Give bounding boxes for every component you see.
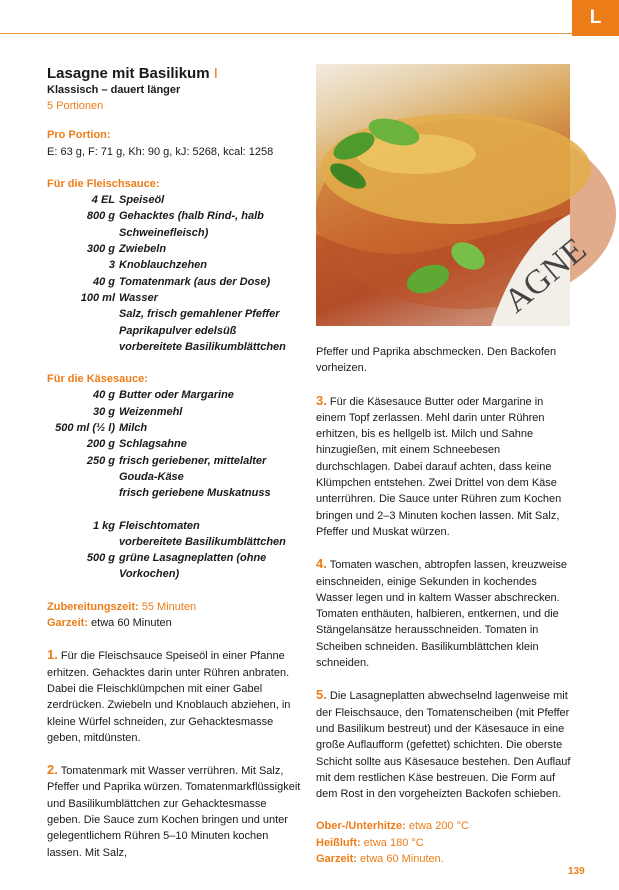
- right-column: [316, 344, 571, 867]
- ingredient: [47, 550, 302, 583]
- step-1: [47, 647, 302, 746]
- cook-time-label: Garzeit:: [47, 617, 88, 630]
- ingredient-name: Salz, frisch gemahlener Pfeffer: [119, 308, 280, 321]
- kaesesauce-heading: Für die Käsesauce:: [47, 373, 148, 386]
- ingredient-qty: 300 g: [86, 243, 115, 256]
- ingredient: [47, 241, 302, 257]
- ingredient: [47, 387, 302, 403]
- lasagne-illustration: [316, 64, 594, 326]
- ingredient-name: Paprikapulver edelsüß: [119, 324, 237, 337]
- ingredient-name: vorbereitete Basilikumblättchen: [119, 535, 286, 548]
- ingredient-qty: 1 kg: [92, 519, 115, 532]
- oven-cook-time: [316, 851, 571, 867]
- title-text: Lasagne mit Basilikum: [47, 65, 210, 82]
- cook-time-value: etwa 60 Minuten: [91, 617, 172, 630]
- step-text: Die Lasagneplatten abwechselnd lagenweise mit der Fleischsauce, den Tomatenscheiben (mit Pfeffer und Basilikum bestreut) und der Käsesauce in eine große Auflaufform (gefettet) schichten. Die oberste Schicht sollte aus Käsesauce bestehen. Den Auflauf mit dem restlichen Käse bestreuen. Die Form auf dem Rost in den vorgeheizten Backofen schieben.: [316, 690, 571, 801]
- ingredient: [47, 485, 302, 501]
- ingredient: [47, 290, 302, 306]
- ingredient: [47, 257, 302, 273]
- ingredient: [47, 274, 302, 290]
- ingredient: [47, 192, 302, 208]
- prep-time-value: 55 Minuten: [141, 600, 197, 613]
- lasagne-photo: [316, 64, 594, 326]
- ingredient-name: Milch: [119, 422, 148, 435]
- ingredient: [47, 436, 302, 452]
- ingredient-qty: 200 g: [86, 438, 115, 451]
- ingredient-name: frisch geriebene Muskatnuss: [119, 487, 271, 500]
- ingredient: [47, 339, 302, 355]
- ingredient: [47, 404, 302, 420]
- kaesesauce-list: [47, 387, 302, 501]
- ingredient-name: grüne Lasagneplatten (ohne Vorkochen): [119, 552, 267, 581]
- ingredient-qty: 40 g: [92, 389, 115, 402]
- step-text: Tomatenmark mit Wasser verrühren. Mit Salz, Pfeffer und Paprika würzen. Tomatenmarkflüssigkeit und Basilikumblättchen zur Gehacktesmasse geben. Die Sauce zum Kochen bringen und unter gelegentlichem Rühren 5–10 Minuten kochen lassen. Mit Salz,: [47, 765, 301, 859]
- oven-convection-value: etwa 180 °C: [363, 836, 424, 849]
- ingredient-name: Speiseöl: [119, 194, 165, 207]
- prep-time-label: Zubereitungszeit:: [47, 600, 139, 613]
- oven-convection-label: Heißluft:: [316, 836, 361, 849]
- step-number: 2.: [47, 762, 58, 778]
- step-text: Tomaten waschen, abtropfen lassen, kreuzweise einschneiden, einige Sekunden in kochendes Wasser legen und in kaltem Wasser abschrecken. Tomaten enthäuten, halbieren, entkernen, und die Stängelansätze herausschneiden. Tomaten in Scheiben schneiden. Basilikumblättchen klein schneiden.: [316, 559, 567, 670]
- ingredient-name: Butter oder Margarine: [119, 389, 234, 402]
- oven-top-bottom-value: etwa 200 °C: [408, 820, 469, 833]
- step-2-continued: Pfeffer und Paprika abschmecken. Den Backofen vorheizen.: [316, 346, 557, 375]
- portions: 5 Portionen: [47, 100, 104, 112]
- chapter-tab: L: [572, 0, 619, 36]
- extra-list: [47, 518, 302, 583]
- ingredient-name: Gehacktes (halb Rind-, halb Schweinefleisch): [119, 210, 264, 239]
- nutrition-values: E: 63 g, F: 71 g, Kh: 90 g, kJ: 5268, kcal: 1258: [47, 145, 274, 158]
- ingredient-qty: 800 g: [86, 210, 115, 223]
- ingredient-qty: 3: [108, 259, 115, 272]
- recipe-title: [47, 65, 302, 83]
- oven-top-bottom: [316, 818, 571, 834]
- oven-cook-time-value: etwa 60 Minuten.: [360, 853, 444, 866]
- ingredient-qty: 30 g: [92, 405, 115, 418]
- ingredient: [47, 208, 302, 241]
- ingredient-qty: 250 g: [86, 454, 115, 467]
- oven-top-bottom-label: Ober-/Unterhitze:: [316, 820, 406, 833]
- cheese-crust: [321, 114, 591, 224]
- ingredient-name: Tomatenmark (aus der Dose): [119, 275, 271, 288]
- step-5: [316, 687, 571, 802]
- dish-lettering: AGNE: [497, 231, 594, 321]
- ingredient: [47, 420, 302, 436]
- ingredient-qty: 500 g: [86, 552, 115, 565]
- ingredient: [47, 323, 302, 339]
- step-number: 1.: [47, 647, 58, 663]
- ingredient-name: Wasser: [119, 291, 158, 304]
- fleischsauce-list: [47, 192, 302, 355]
- header-rule: [0, 33, 572, 34]
- ingredient-name: Weizenmehl: [119, 405, 183, 418]
- ingredient: [47, 534, 302, 550]
- ingredient-qty: 100 ml: [80, 291, 115, 304]
- step-number: 5.: [316, 687, 327, 703]
- fleischsauce-heading: Für die Fleischsauce:: [47, 177, 160, 190]
- step-3: [316, 393, 571, 541]
- step-number: 4.: [316, 556, 327, 572]
- recipe-subtitle: Klassisch – dauert länger: [47, 84, 181, 96]
- step-number: 3.: [316, 392, 327, 408]
- cook-time: [47, 615, 302, 631]
- ingredient: [47, 306, 302, 322]
- step-4: [316, 556, 571, 671]
- ingredient: [47, 453, 302, 486]
- page-number: 139: [568, 866, 585, 877]
- prep-time: [47, 599, 302, 615]
- ingredient-name: Knoblauchzehen: [119, 259, 208, 272]
- ingredient-qty: 4 EL: [91, 194, 115, 207]
- oven-cook-time-label: Garzeit:: [316, 853, 357, 866]
- step-2: [47, 762, 302, 861]
- title-bar-icon: I: [213, 65, 218, 82]
- ingredient-name: vorbereitete Basilikumblättchen: [119, 340, 286, 353]
- ingredient-name: Zwiebeln: [119, 243, 167, 256]
- ingredient-qty: 40 g: [92, 275, 115, 288]
- ingredient-qty: 500 ml (½ l): [55, 422, 115, 435]
- ingredient-name: Fleischtomaten: [119, 519, 200, 532]
- pro-portion-label: Pro Portion:: [47, 129, 111, 142]
- ingredient-name: frisch geriebener, mittelalter Gouda-Käse: [119, 454, 267, 483]
- oven-convection: [316, 835, 571, 851]
- left-column: [47, 65, 302, 861]
- ingredient: [47, 518, 302, 534]
- ingredient-name: Schlagsahne: [119, 438, 187, 451]
- step-text: Für die Käsesauce Butter oder Margarine in einem Topf zerlassen. Mehl darin unter Rühren erhitzen, bis es hellgelb ist. Milch und Sahne hinzugießen, mit einem Schneebesen durchschlagen. Dabei darauf achten, dass keine Klümpchen entstehen. Zwei Drittel von dem Käse unterrühren. Die Sauce unter Rühren zum Kochen bringen und 2–3 Minuten kochen lassen. Mit Salz, Pfeffer und Muskat würzen.: [316, 395, 562, 538]
- step-text: Für die Fleischsauce Speiseöl in einer Pfanne erhitzen. Gehacktes darin unter Rühren anbraten. Dabei die Fleischklümpchen mit einer Gabel zerdrücken. Zwiebeln und Knoblauch abziehen, in kleine Würfel schneiden, zur Gehacktesmasse geben, mitdünsten.: [47, 650, 291, 744]
